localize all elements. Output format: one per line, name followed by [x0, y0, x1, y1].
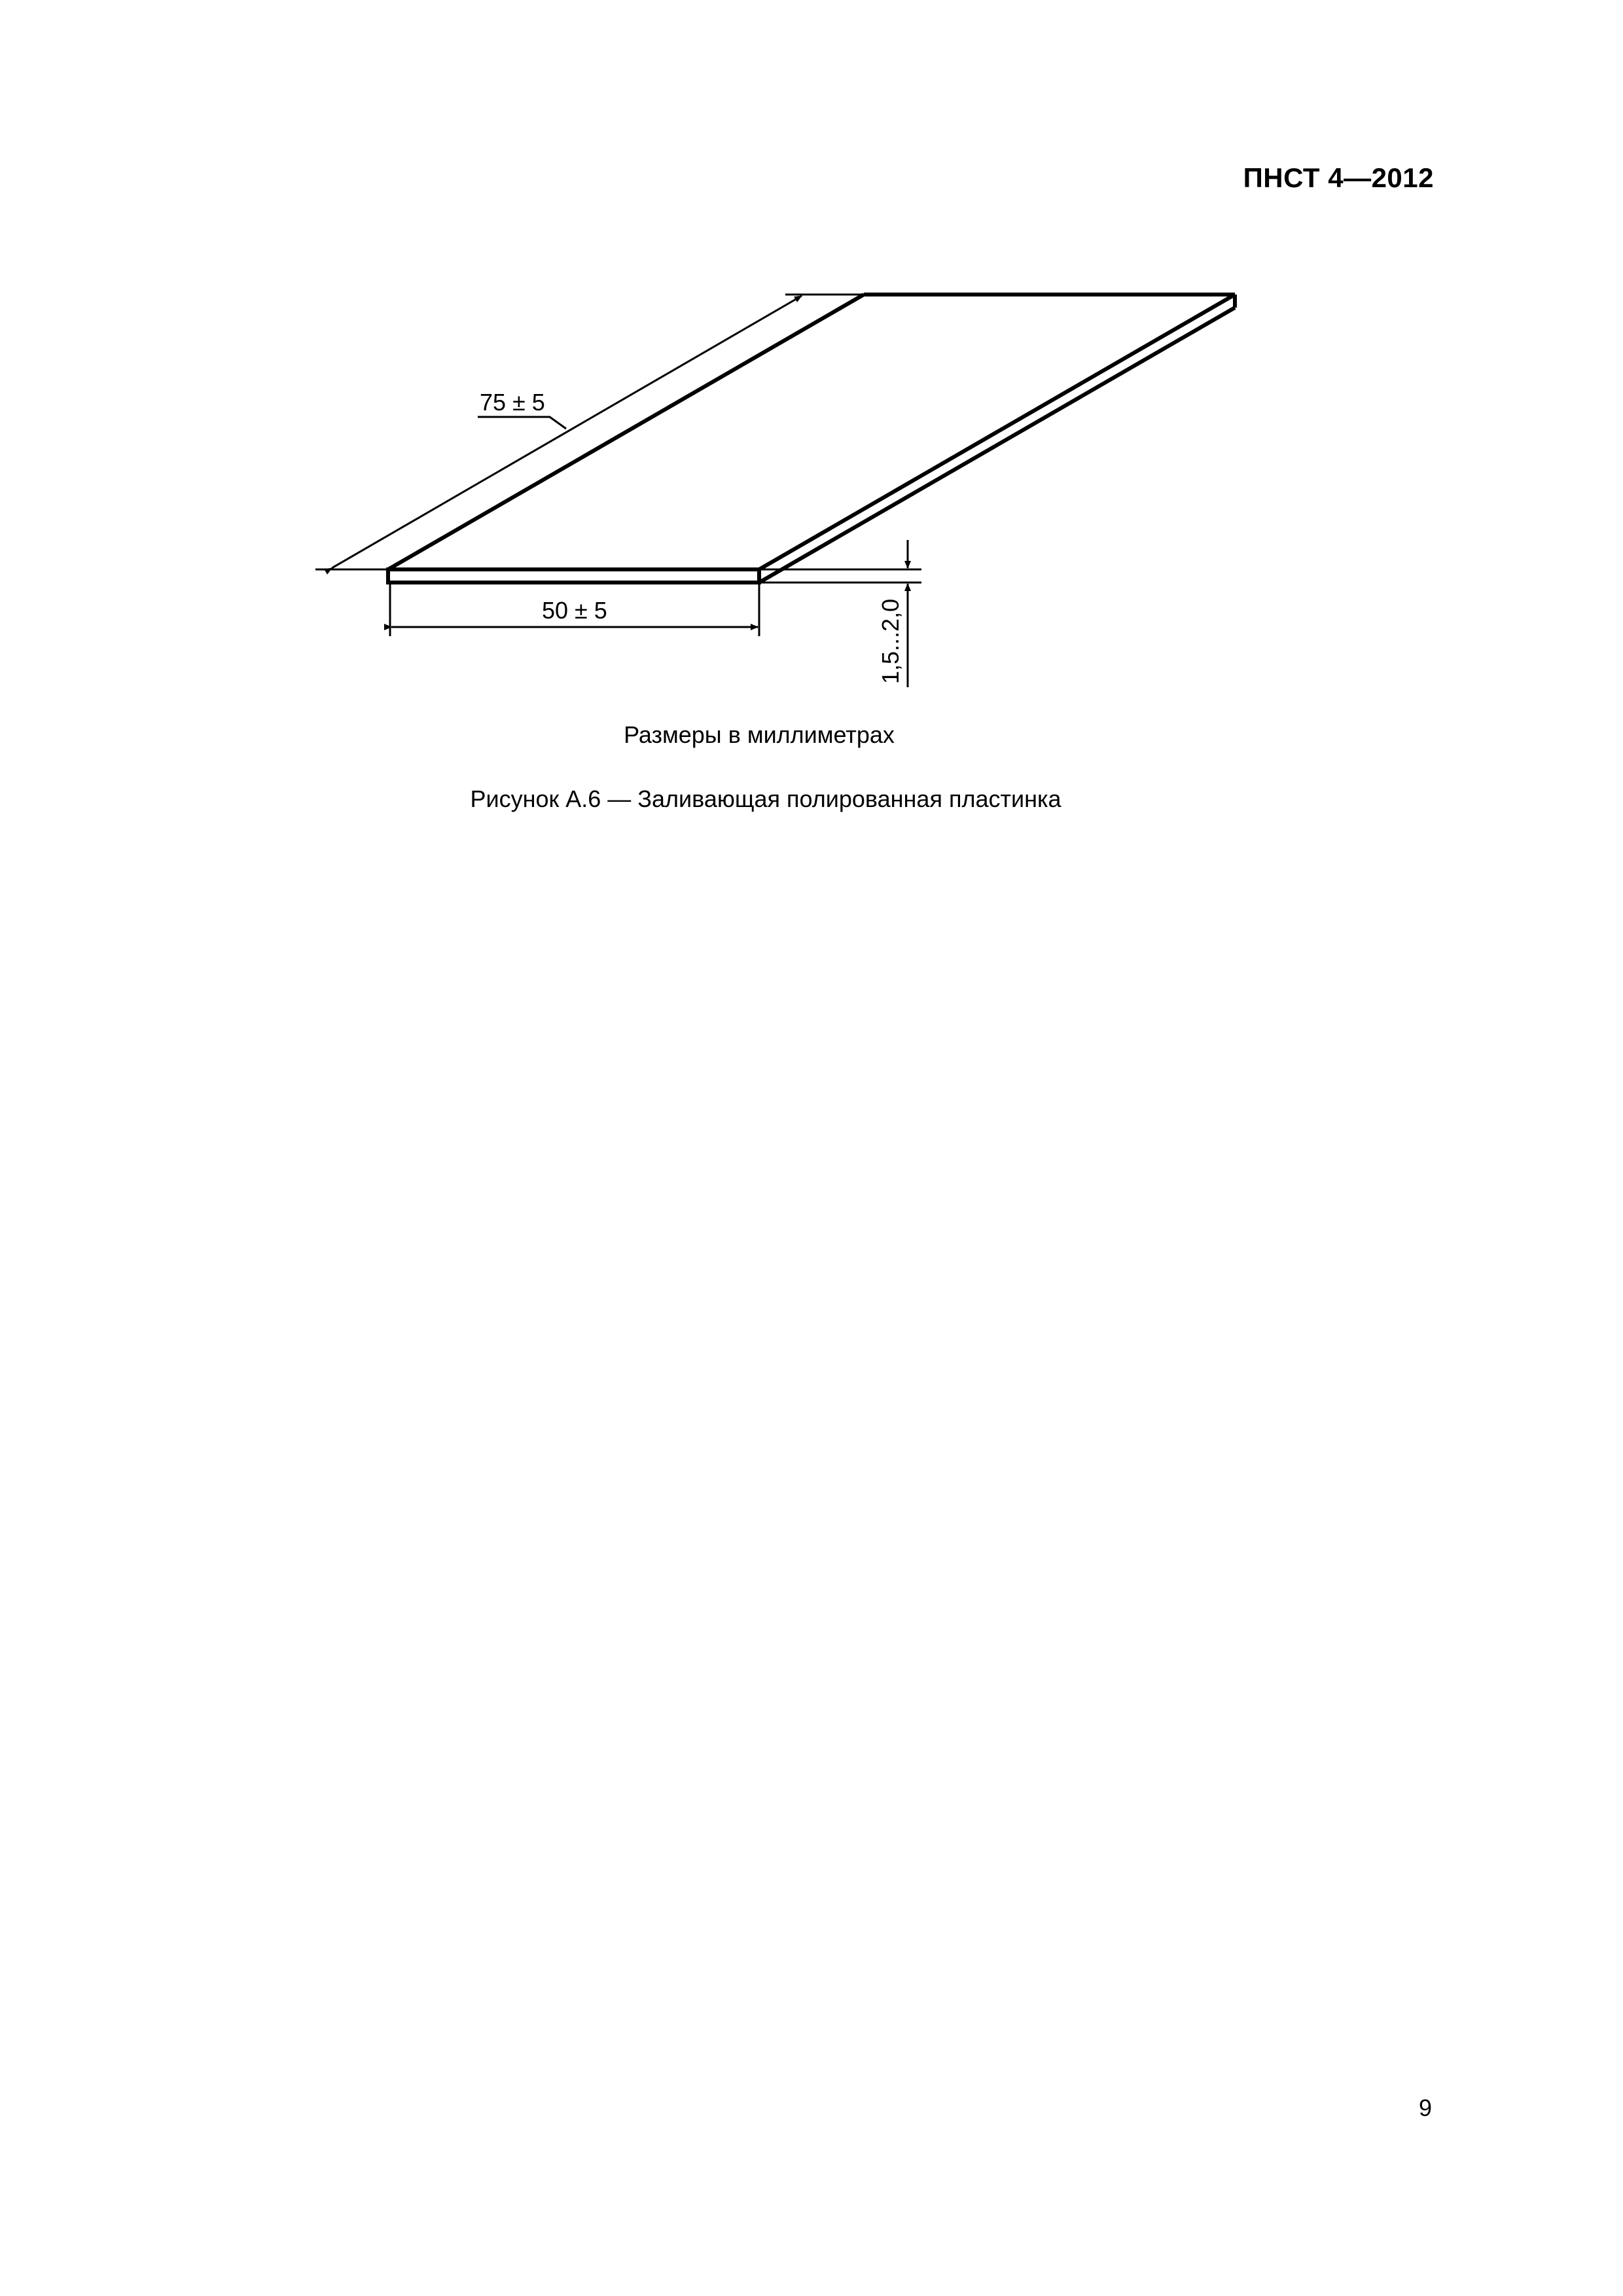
plate-outline	[388, 295, 1235, 583]
plate-left-edge	[388, 295, 864, 569]
figure-caption: Рисунок А.6 — Заливающая полированная пластинка	[470, 785, 1061, 812]
plate-right-edge-top	[759, 295, 1235, 569]
length-dimension-line	[332, 296, 802, 568]
document-code: ПНСТ 4—2012	[1243, 162, 1434, 193]
page-number: 9	[1418, 2094, 1432, 2121]
plate-drawing	[0, 0, 1623, 785]
dimension-length	[315, 295, 864, 569]
width-dimension-label: 50 ± 5	[542, 597, 607, 624]
plate-front-edge	[388, 569, 759, 583]
thickness-dimension-label: 1,5...2,0	[877, 598, 904, 684]
plate-right-edge-bottom	[759, 308, 1235, 583]
figure-units-note: Размеры в миллиметрах	[624, 721, 895, 748]
length-leader-line	[478, 417, 566, 429]
length-dimension-label: 75 ± 5	[480, 389, 545, 416]
